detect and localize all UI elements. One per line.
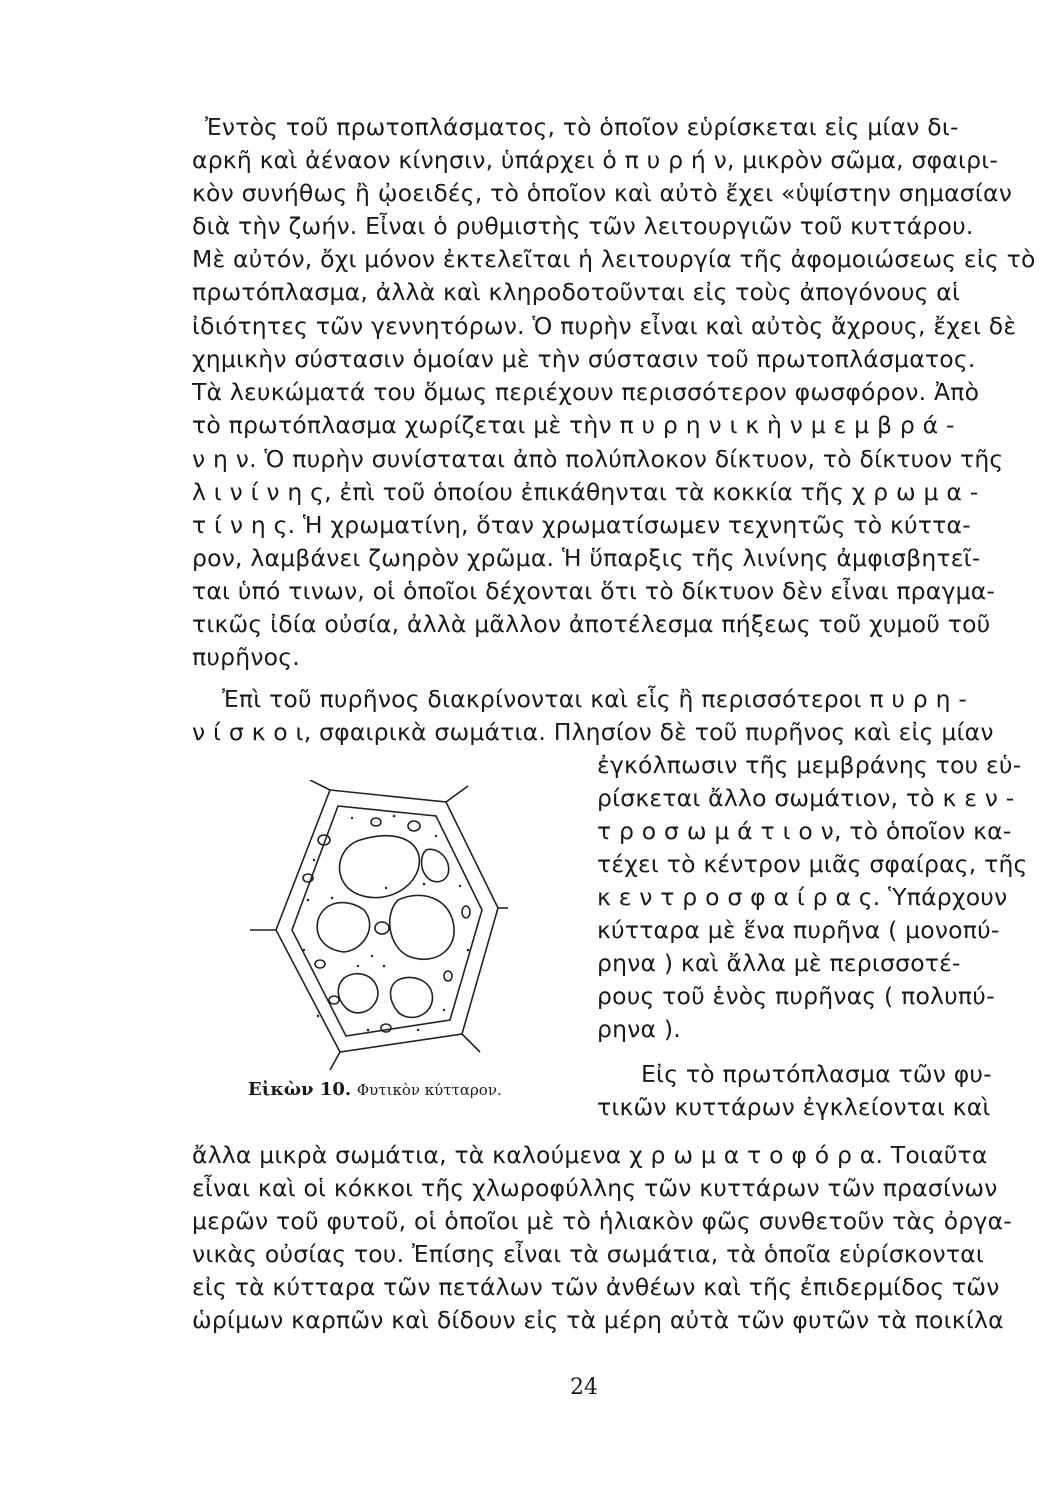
text-line: τ ί ν η ς. Ἡ χρωματίνη, ὅταν χρωματίσωμεν τεχνητῶς τὸ κύττα- [192,511,971,539]
text-line: νικὰς οὐσίας του. Ἐπίσης εἶναι τὰ σωμάτια, τὰ ὁποῖα εὑρίσκονται [192,1240,985,1268]
figure-caption [248,1079,502,1100]
text-line: διὰ τὴν ζωήν. Εἶναι ὁ ρυθμιστὴς τῶν λειτουργιῶν τοῦ κυττάρου. [192,212,974,240]
text-line: ρίσκεται ἄλλο σωμάτιον, τὸ κ ε ν - [597,784,1015,812]
text-line: Τὰ λευκώματά του ὅμως περιέχουν περισσότερον φωσφόρον. Ἀπὸ [192,378,980,406]
text-line: τικῶς ἰδία οὐσία, ἀλλὰ μᾶλλον ἀποτέλεσμα πήξεως τοῦ χυμοῦ τοῦ [192,610,991,638]
text-line: ἐγκόλπωσιν τῆς μεμβράνης του εὑ- [597,751,1022,779]
text-line: εἰς τὰ κύτταρα τῶν πετάλων τῶν ἀνθέων καὶ τῆς ἐπιδερμίδος τῶν [192,1273,1000,1301]
figure-label: Εἰκὼν 10. [248,1079,352,1100]
text-line: Εἰς τὸ πρωτόπλασμα τῶν φυ- [641,1060,992,1088]
text-line: ἄλλα μικρὰ σωμάτια, τὰ καλούμενα χ ρ ω μ α τ ο φ ό ρ α. Τοιαῦτα [192,1141,988,1169]
text-line: Ἐντὸς τοῦ πρωτοπλάσματος, τὸ ὁποῖον εὑρίσκεται εἰς μίαν δι- [205,113,959,141]
text-line: ν ί σ κ ο ι, σφαιρικὰ σωμάτια. Πλησίον δὲ τοῦ πυρῆνος καὶ εἰς μίαν [192,718,994,746]
text-line: πρωτόπλασμα, ἀλλὰ καὶ κληροδοτοῦνται εἰς τοὺς ἀπογόνους αἱ [192,278,961,306]
text-line: ἰδιότητες τῶν γεννητόρων. Ὁ πυρὴν εἶναι καὶ αὐτὸς ἄχρους, ἔχει δὲ [192,312,1017,340]
text-line: ρηνα ). [597,1015,681,1043]
figure-caption-text: Φυτικὸν κύτταρον. [356,1081,502,1099]
plant-cell-illustration [248,780,508,1070]
text-line: χημικὴν σύστασιν ὁμοίαν μὲ τὴν σύστασιν τοῦ πρωτοπλάσματος. [192,345,976,373]
text-line: ρους τοῦ ἑνὸς πυρῆνας ( πολυπύ- [597,982,995,1010]
text-line: τ ρ ο σ ω μ ά τ ι ο ν, τὸ ὁποῖον κα- [597,817,1012,845]
page-number: 24 [570,1375,598,1400]
text-line: μερῶν τοῦ φυτοῦ, οἱ ὁποῖοι μὲ τὸ ἡλιακὸν φῶς συνθετοῦν τὰς ὀργα- [192,1207,1012,1235]
text-line: τικῶν κυττάρων ἐγκλείονται καὶ [597,1093,991,1121]
text-line: ρον, λαμβάνει ζωηρὸν χρῶμα. Ἡ ὕπαρξις τῆς λινίνης ἀμφισβητεῖ- [192,544,981,572]
text-line: κὸν συνήθως ἢ ᾠοειδές, τὸ ὁποῖον καὶ αὐτὸ ἔχει «ὑψίστην σημασίαν [192,179,1013,207]
text-line: Μὲ αὐτόν, ὄχι μόνον ἐκτελεῖται ἡ λειτουργία τῆς ἀφομοιώσεως εἰς τὸ [192,245,1036,273]
text-line: κ ε ν τ ρ ο σ φ α ί ρ α ς. Ὑπάρχουν [597,883,1008,911]
text-line: Ἐπὶ τοῦ πυρῆνος διακρίνονται καὶ εἷς ἢ περισσότεροι π υ ρ η - [222,685,968,713]
text-line: αρκῆ καὶ ἀέναον κίνησιν, ὑπάρχει ὁ π υ ρ ή ν, μικρὸν σῶμα, σφαιρι- [192,146,999,174]
text-line: πυρῆνος. [192,643,300,671]
text-line: τὸ πρωτόπλασμα χωρίζεται μὲ τὴν π υ ρ η ν ι κ ὴ ν μ ε μ β ρ ά - [192,411,955,439]
text-line: εἶναι καὶ οἱ κόκκοι τῆς χλωροφύλλης τῶν κυττάρων τῶν πρασίνων [192,1174,998,1202]
text-line: λ ι ν ί ν η ς, ἐπὶ τοῦ ὁποίου ἐπικάθηνται τὰ κοκκία τῆς χ ρ ω μ α - [192,478,979,506]
text-line: ν η ν. Ὁ πυρὴν συνίσταται ἀπὸ πολύπλοκον δίκτυον, τὸ δίκτυον τῆς [192,445,1004,473]
text-line: κύτταρα μὲ ἕνα πυρῆνα ( μονοπύ- [597,916,1000,944]
text-line: ρηνα ) καὶ ἄλλα μὲ περισσοτέ- [597,949,961,977]
text-line: τέχει τὸ κέντρον μιᾶς σφαίρας, τῆς [597,850,1028,878]
text-line: ὡρίμων καρπῶν καὶ δίδουν εἰς τὰ μέρη αὐτὰ τῶν φυτῶν τὰ ποικίλα [192,1306,1004,1334]
text-line: ται ὑπό τινων, οἱ ὁποῖοι δέχονται ὅτι τὸ δίκτυον δὲν εἶναι πραγμα- [192,577,996,605]
